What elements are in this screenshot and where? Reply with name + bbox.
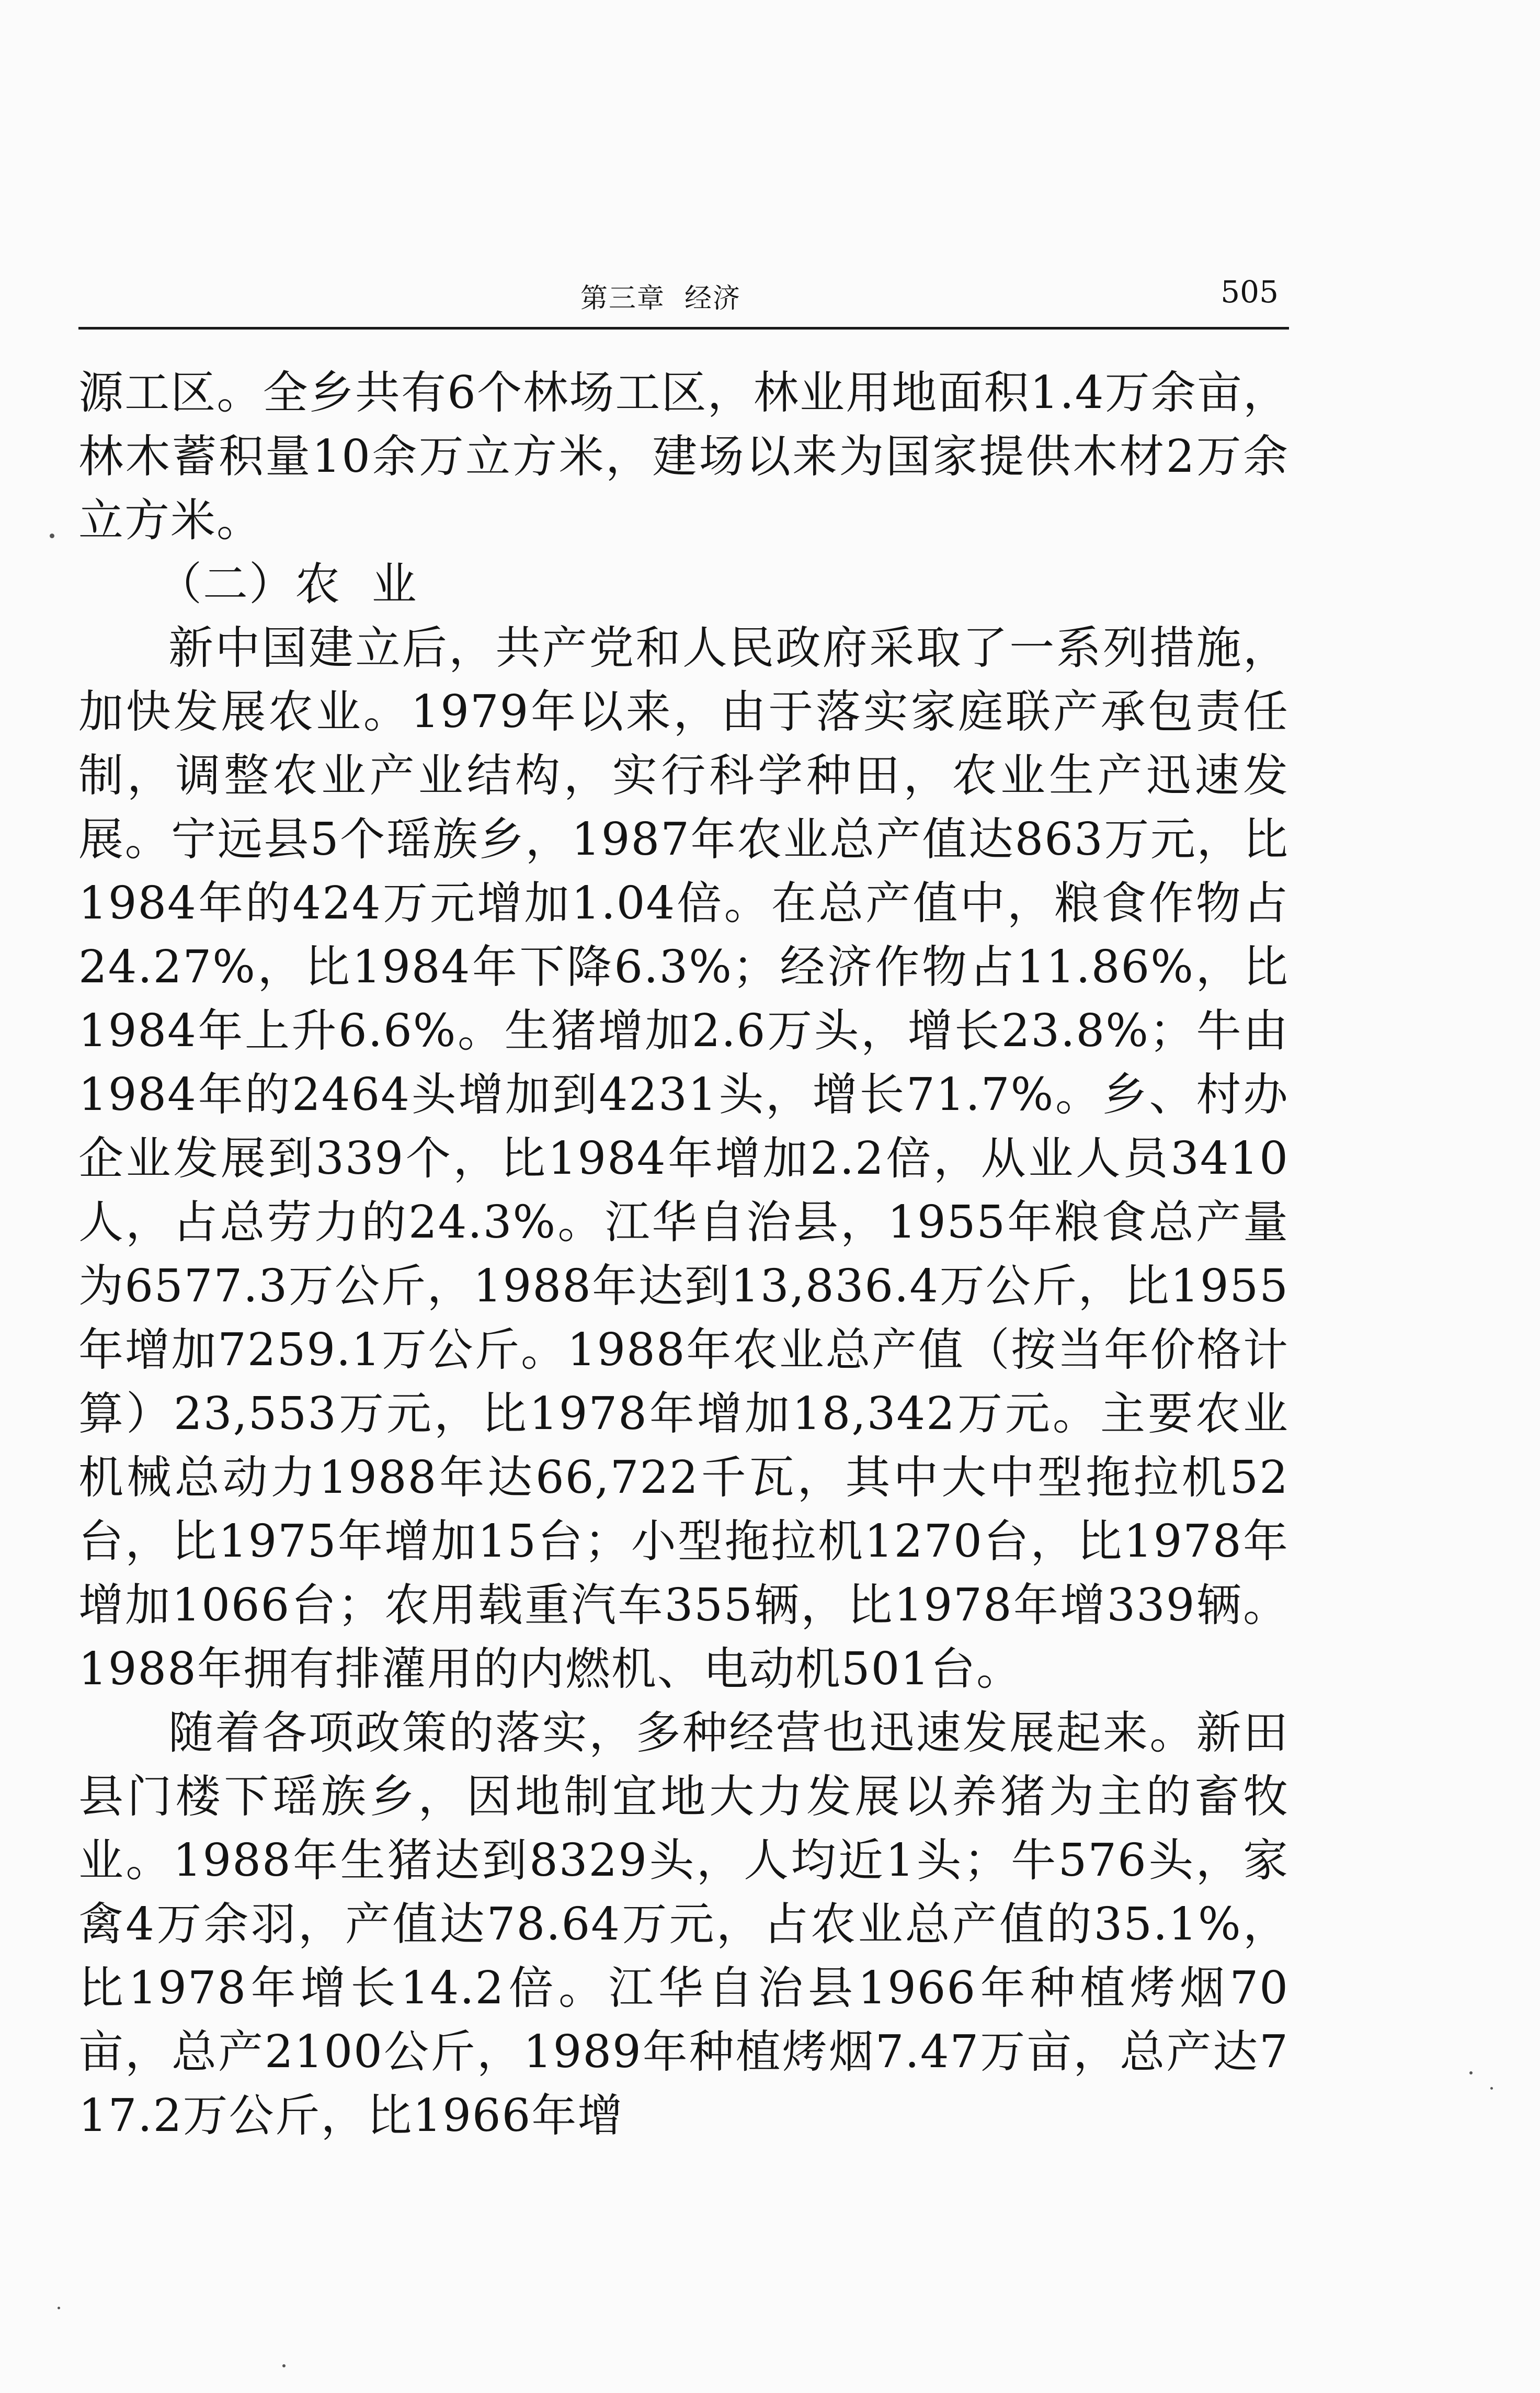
section-heading: （二）农 业 [157,558,418,610]
scan-speck [1469,2071,1473,2074]
paragraph-3: 随着各项政策的落实，多种经营也迅速发展起来。新田县门楼下瑶族乡，因地制宜地大力发展以养猪为主的畜牧业。1988年生猪达到8329头，人均近1头；牛576头，家禽4万余羽，产值达78.64万元，占农业总产值的35.1%，比1978年增长14.2倍。江华自治县1966年种植烤烟70亩，总产2100公斤，1989年种植烤烟7.47万亩，总产达717.2万公斤，比1966年增 [78,1707,1289,2142]
chapter-title: 第三章 经济 [580,283,742,314]
scan-speck [58,2307,60,2309]
page-number: 505 [1220,274,1279,310]
header-rule [78,327,1289,330]
scan-speck [282,2364,286,2367]
running-header [78,272,1289,319]
paragraph-2: 新中国建立后，共产党和人民政府采取了一系列措施，加快发展农业。1979年以来，由于落实家庭联产承包责任制，调整农业产业结构，实行科学种田，农业生产迅速发展。宁远县5个瑶族乡，1987年农业总产值达863万元，比1984年的424万元增加1.04倍。在总产值中，粮食作物占24.27%，比1984年下降6.3%；经济作物占11.86%，比1984年上升6.6%。生猪增加2.6万头，增长23.8%；牛由1984年的2464头增加到4231头，增长71.7%。乡、村办企业发展到339个，比1984年增加2.2倍，从业人员3410人，占总劳力的24.3%。江华自治县，1955年粮食总产量为6577.3万公斤，1988年达到13,836.4万公斤，比1955年增加7259.1万公斤。1988年农业总产值（按当年价格计算）23,553万元，比1978年增加18,342万元。主要农业机械总动力1988年达66,722千瓦，其中大中型拖拉机52台，比1975年增加15台；小型拖拉机1270台，比1978年增加1066台；农用载重汽车355辆，比1978年增339辆。1988年拥有排灌用的内燃机、电动机501台。 [78,622,1289,1695]
body-text [78,361,1289,2148]
scan-speck [50,534,54,538]
paragraph-1: 源工区。全乡共有6个林场工区，林业用地面积1.4万余亩，林木蓄积量10余万立方米，建场以来为国家提供木材2万余立方米。 [78,367,1289,547]
scan-speck [1490,2087,1493,2090]
